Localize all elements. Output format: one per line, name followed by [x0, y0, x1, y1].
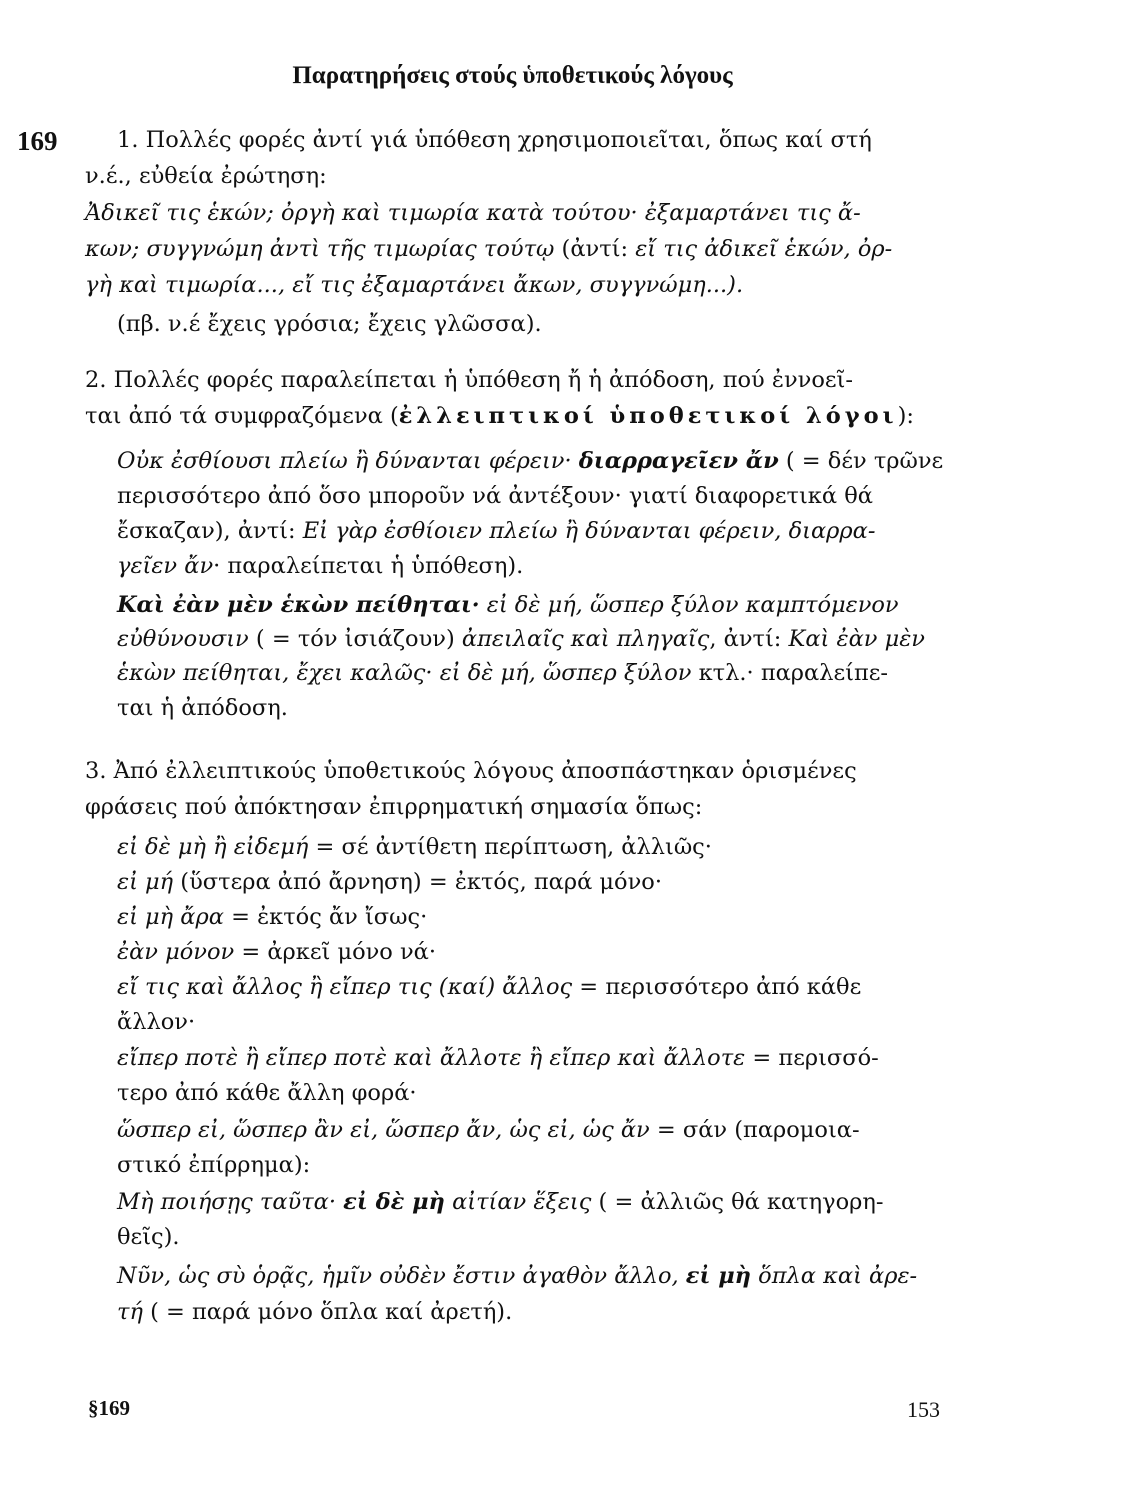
p3-e3-term: εἰ μὴ ἄρα	[117, 904, 224, 930]
p3-expression-6	[117, 1040, 879, 1076]
p3-expression-7	[117, 1112, 860, 1148]
p3-e7-term: ὥσπερ εἰ, ὥσπερ ἂν εἰ, ὥσπερ ἄν, ὡς εἰ, ὡς ἄν	[117, 1117, 650, 1143]
p2-line-4: περισσότερο ἀπό ὅσο μποροῦν νά ἀντέξουν· γιατί διαφορετικά θά	[117, 483, 873, 509]
p2-line-9-a: ἑκὼν πείθηται, ἔχει καλῶς· εἰ δὲ μή, ὥσπερ ξύλον	[117, 660, 692, 686]
p2-line-2-a: ται ἀπό τά συμφραζόμενα (	[85, 403, 399, 429]
p2-line-8-d: , ἀντί:	[709, 626, 789, 652]
p3-e9-c: ὅπλα καὶ ἀρε-	[751, 1263, 918, 1289]
p3-e4-term: ἐὰν μόνον	[117, 939, 235, 965]
p3-e8-c: αἰτίαν ἕξεις	[444, 1189, 592, 1215]
p3-e2-term: εἰ μή	[117, 869, 174, 895]
p2-line-6-a: γεῖεν ἄν	[117, 553, 214, 579]
p2-line-8-a: εὐθύνουσιν	[117, 626, 249, 652]
p2-line-7-a: Καὶ ἐὰν μὲν ἑκὼν πείθηται·	[117, 592, 480, 618]
p3-e5-term: εἴ τις καὶ ἄλλος ἢ εἴπερ τις (καί) ἄλλος	[117, 974, 573, 1000]
p2-line-8-c: ἀπειλαῖς καὶ πληγαῖς	[461, 626, 710, 652]
p1-line-6: (πβ. ν.έ ἔχεις γρόσια; ἔχεις γλῶσσα).	[117, 311, 542, 337]
p3-e5-gloss: = περισσότερο ἀπό κάθε	[572, 974, 862, 1000]
p3-expression-1	[117, 829, 712, 865]
p3-line-1: 3. Ἀπό ἐλλειπτικούς ὑποθετικούς λόγους ἀποσπάστηκαν ὁρισμένες	[85, 758, 857, 784]
p2-term-elliptical: ἐλλειπτικοί ὑποθετικοί λόγοι	[398, 403, 898, 429]
p2-line-2	[85, 398, 914, 434]
p2-line-9	[117, 655, 888, 691]
p3-example-1	[117, 1184, 883, 1220]
p1-line-4-b: (ἀντί:	[554, 236, 636, 262]
page-title: Παρατηρήσεις στούς ὑποθετικούς λόγους	[292, 62, 733, 89]
p1-line-5: γὴ καὶ τιμωρία..., εἴ τις ἐξαμαρτάνει ἄκων, συγγνώμη...).	[85, 272, 744, 298]
p1-line-4-a: κων; συγγνώμη ἀντὶ τῆς τιμωρίας τούτῳ	[85, 236, 555, 262]
p3-expression-5-cont: ἄλλον·	[117, 1009, 196, 1035]
p2-line-7	[117, 587, 899, 623]
p3-e1-term: εἰ δὲ μὴ ἢ εἰδεμή	[117, 834, 309, 860]
p3-e6-gloss: = περισσό-	[745, 1045, 879, 1071]
p2-line-3-c: ( = δέν τρῶνε	[778, 448, 944, 474]
p3-expression-6-cont: τερο ἀπό κάθε ἄλλη φορά·	[117, 1080, 417, 1106]
p3-e1-gloss: = σέ ἀντίθετη περίπτωση, ἀλλιῶς·	[308, 834, 712, 860]
p2-line-6-b: · παραλείπεται ἡ ὑπόθεση).	[213, 553, 524, 579]
p2-line-10: ται ἡ ἀπόδοση.	[117, 695, 288, 721]
p3-e8-d: ( = ἀλλιῶς θά κατηγορη-	[591, 1189, 884, 1215]
p2-line-5-b: Εἰ γὰρ ἐσθίοιεν πλείω ἢ δύνανται φέρειν, διαρρα-	[302, 518, 876, 544]
p3-e8-a: Μὴ ποιήσῃς ταῦτα·	[117, 1189, 344, 1215]
p2-line-7-b: εἰ δὲ μή, ὥσπερ ξύλον καμπτόμενον	[479, 592, 899, 618]
p2-line-3-a: Οὐκ ἐσθίουσι πλείω ἢ δύνανται φέρειν·	[117, 448, 579, 474]
p2-line-3	[117, 443, 943, 479]
p3-e7-gloss: = σάν (παρομοια-	[649, 1117, 860, 1143]
p3-e4-gloss: = ἀρκεῖ μόνο νά·	[234, 939, 437, 965]
p3-example-2	[117, 1258, 917, 1294]
p3-e9-a: Νῦν, ὡς σὺ ὁρᾷς, ἡμῖν οὐδὲν ἔστιν ἀγαθὸν ἄλλο,	[117, 1263, 686, 1289]
page-number: 153	[907, 1397, 940, 1422]
p3-e9-e: ( = παρά μόνο ὅπλα καί ἀρετή).	[142, 1299, 513, 1325]
p3-e6-term: εἴπερ ποτὲ ἢ εἴπερ ποτὲ καὶ ἄλλοτε ἢ εἴπερ καὶ ἄλλοτε	[117, 1045, 746, 1071]
p1-line-3: Ἀδικεῖ τις ἑκών; ὀργὴ καὶ τιμωρία κατὰ τούτου· ἐξαμαρτάνει τις ἄ-	[85, 200, 861, 226]
p3-e2-gloss: (ὕστερα ἀπό ἄρνηση) = ἐκτός, παρά μόνο·	[173, 869, 662, 895]
footer-section-ref: §169	[88, 1396, 130, 1420]
p3-example-2-cont	[117, 1294, 512, 1330]
p3-line-2: φράσεις πού ἀπόκτησαν ἐπιρρηματική σημασία ὅπως:	[85, 794, 703, 820]
p3-expression-2	[117, 864, 662, 900]
p1-line-2: ν.έ., εὐθεία ἐρώτηση:	[85, 163, 327, 189]
p3-expression-7-cont: στικό ἐπίρρημα):	[117, 1152, 311, 1178]
p1-line-1: 1. Πολλές φορές ἀντί γιά ὑπόθεση χρησιμοποιεῖται, ὅπως καί στή	[117, 127, 872, 153]
p2-line-2-c: ):	[897, 403, 914, 429]
p2-line-8-b: ( = τόν ἰσιάζουν)	[248, 626, 462, 652]
p2-line-9-b: κτλ.· παραλείπε-	[691, 660, 889, 686]
p3-e9-b: εἰ μὴ	[685, 1263, 752, 1289]
p2-line-3-b: διαρραγεῖεν ἄν	[578, 448, 779, 474]
p3-example-1-cont: θεῖς).	[117, 1224, 180, 1250]
p3-e9-d: τή	[117, 1299, 143, 1325]
p2-line-1: 2. Πολλές φορές παραλείπεται ἡ ὑπόθεση ἤ ἡ ἀπόδοση, πού ἐννοεῖ-	[85, 367, 853, 393]
p2-line-8-e: Καὶ ἐὰν μὲν	[788, 626, 925, 652]
p3-e3-gloss: = ἐκτός ἄν ἴσως·	[223, 904, 428, 930]
p3-expression-3	[117, 899, 427, 935]
p1-line-4	[85, 231, 892, 267]
p2-line-8	[117, 621, 925, 657]
p3-e8-b: εἰ δὲ μὴ	[343, 1189, 445, 1215]
p3-expression-5	[117, 969, 861, 1005]
p2-line-5-a: ἔσκαζαν), ἀντί:	[117, 518, 303, 544]
section-number: 169	[17, 126, 58, 156]
p1-line-4-c: εἴ τις ἀδικεῖ ἑκών, ὀρ-	[635, 236, 893, 262]
p2-line-5	[117, 513, 875, 549]
p3-expression-4	[117, 934, 436, 970]
p2-line-6	[117, 548, 523, 584]
